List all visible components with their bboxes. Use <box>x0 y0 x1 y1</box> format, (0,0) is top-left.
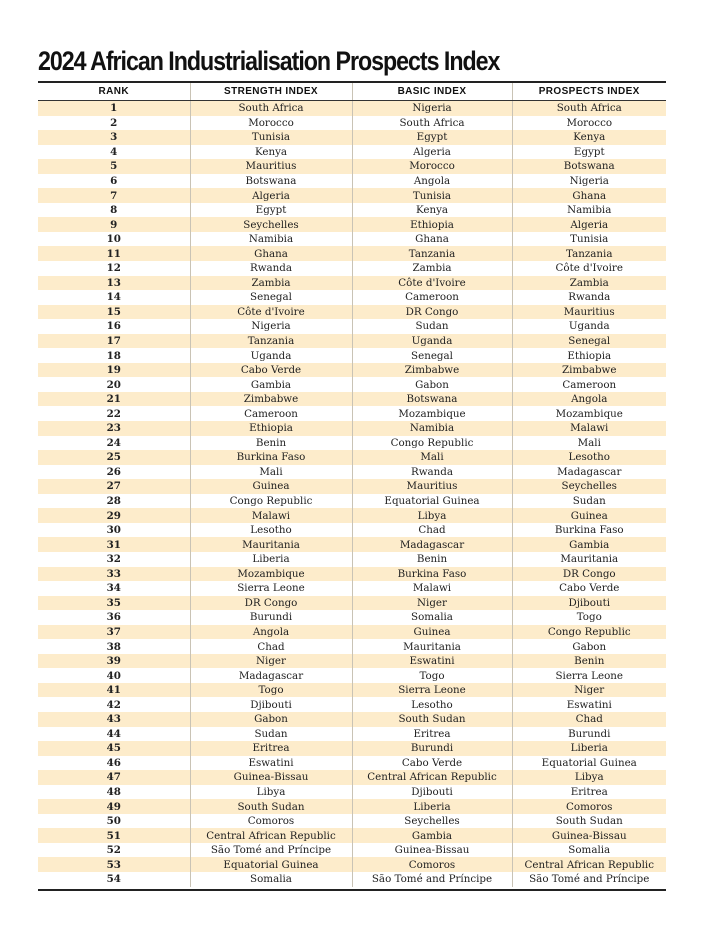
table-row <box>38 654 666 669</box>
table-row <box>38 727 666 742</box>
rank-cell: 14 <box>106 291 121 304</box>
table-row <box>38 639 666 654</box>
prospects-index-cell: Malawi <box>512 421 666 436</box>
strength-index-cell: Somalia <box>190 872 352 887</box>
table-row <box>38 814 666 829</box>
table-row <box>38 188 666 203</box>
rank-cell: 18 <box>106 349 121 362</box>
basic-index-cell: Libya <box>352 508 512 523</box>
basic-index-cell: Gambia <box>352 828 512 843</box>
table-row <box>38 828 666 843</box>
basic-index-cell: Angola <box>352 174 512 189</box>
prospects-index-cell: Libya <box>512 770 666 785</box>
strength-index-cell: Zambia <box>190 276 352 291</box>
basic-index-cell: Morocco <box>352 159 512 174</box>
strength-index-cell: South Africa <box>190 101 352 116</box>
prospects-index-cell: Sierra Leone <box>512 668 666 683</box>
prospects-index-cell: Cameroon <box>512 377 666 392</box>
prospects-index-cell: Mauritius <box>512 305 666 320</box>
basic-index-cell: Djibouti <box>352 785 512 800</box>
prospects-index-cell: Burkina Faso <box>512 523 666 538</box>
rank-cell: 38 <box>106 640 121 653</box>
page-title: 2024 African Industrialisation Prospects Index <box>38 46 500 76</box>
prospects-index-cell: Mauritania <box>512 552 666 567</box>
rank-cell: 22 <box>106 407 121 420</box>
rank-cell: 29 <box>38 508 190 523</box>
table-row <box>38 421 666 436</box>
rank-cell: 20 <box>106 378 121 391</box>
table-row <box>38 756 666 771</box>
basic-index-cell: South Sudan <box>352 712 512 727</box>
strength-index-cell: Angola <box>190 625 352 640</box>
prospects-index-cell: Eritrea <box>512 785 666 800</box>
table-row <box>38 145 666 160</box>
prospects-index-cell: Botswana <box>512 159 666 174</box>
basic-index-cell: Sierra Leone <box>352 683 512 698</box>
rank-cell: 12 <box>106 262 121 275</box>
rank-cell: 6 <box>110 175 118 187</box>
basic-index-cell: Equatorial Guinea <box>352 494 512 509</box>
table-row <box>38 101 666 116</box>
rank-cell: 11 <box>38 246 190 261</box>
table-row <box>38 741 666 756</box>
prospects-index-cell: Tanzania <box>512 246 666 261</box>
rank-cell: 10 <box>106 233 121 246</box>
basic-index-cell: Madagascar <box>352 537 512 552</box>
strength-index-cell: Zimbabwe <box>190 392 352 407</box>
basic-index-cell: Tunisia <box>352 188 512 203</box>
prospects-index-cell: Guinea <box>512 508 666 523</box>
rank-cell: 26 <box>106 465 121 478</box>
prospects-index-cell: Sudan <box>512 494 666 509</box>
rank-cell: 41 <box>38 683 190 698</box>
basic-index-cell: Niger <box>352 596 512 611</box>
prospects-index-cell: Lesotho <box>512 450 666 465</box>
basic-index-cell: Côte d'Ivoire <box>352 276 512 291</box>
basic-index-cell: Mali <box>352 450 512 465</box>
prospects-index-cell: Guinea-Bissau <box>512 828 666 843</box>
table-row <box>38 537 666 552</box>
strength-index-cell: Mali <box>190 465 352 480</box>
strength-index-cell: Central African Republic <box>190 828 352 843</box>
rank-cell: 17 <box>38 334 190 349</box>
strength-index-cell: Comoros <box>190 814 352 829</box>
prospects-index-cell: Morocco <box>512 116 666 131</box>
strength-index-cell: Sudan <box>190 727 352 742</box>
table-row <box>38 377 666 392</box>
basic-index-cell: Egypt <box>352 130 512 145</box>
strength-index-cell: Chad <box>190 639 352 654</box>
basic-index-cell: Benin <box>352 552 512 567</box>
strength-index-cell: Congo Republic <box>190 494 352 509</box>
prospects-index-cell: Djibouti <box>512 596 666 611</box>
basic-index-cell: Cabo Verde <box>352 756 512 771</box>
basic-index-cell: Nigeria <box>352 101 512 116</box>
prospects-index-cell: Rwanda <box>512 290 666 305</box>
basic-index-cell: Algeria <box>352 145 512 160</box>
strength-index-cell: Tanzania <box>190 334 352 349</box>
rank-cell: 23 <box>38 421 190 436</box>
ranking-table <box>38 83 666 887</box>
table-row <box>38 523 666 538</box>
prospects-index-cell: Comoros <box>512 799 666 814</box>
strength-index-cell: Egypt <box>190 203 352 218</box>
strength-index-cell: Benin <box>190 436 352 451</box>
prospects-index-cell: Ethiopia <box>512 348 666 363</box>
strength-index-cell: Botswana <box>190 174 352 189</box>
basic-index-cell: Rwanda <box>352 465 512 480</box>
table-row <box>38 436 666 451</box>
rank-cell: 49 <box>38 799 190 814</box>
basic-index-cell: Sudan <box>352 319 512 334</box>
prospects-index-cell: DR Congo <box>512 567 666 582</box>
rank-cell: 46 <box>106 756 121 769</box>
basic-index-cell: Zimbabwe <box>352 363 512 378</box>
table-row <box>38 785 666 800</box>
strength-index-cell: Djibouti <box>190 697 352 712</box>
strength-index-cell: Mozambique <box>190 567 352 582</box>
table-row <box>38 683 666 698</box>
table-row <box>38 712 666 727</box>
table-row <box>38 552 666 567</box>
strength-index-cell: Kenya <box>190 145 352 160</box>
prospects-index-cell: Congo Republic <box>512 625 666 640</box>
rank-cell: 35 <box>38 596 190 611</box>
basic-index-cell: Senegal <box>352 348 512 363</box>
strength-index-cell: Burundi <box>190 610 352 625</box>
bottom-rule <box>38 889 666 891</box>
rank-cell: 28 <box>106 495 121 508</box>
basic-index-cell: Eritrea <box>352 727 512 742</box>
rank-cell: 24 <box>106 436 121 449</box>
table-row <box>38 246 666 261</box>
rank-cell: 53 <box>38 857 190 872</box>
strength-index-cell: São Tomé and Príncipe <box>190 843 352 858</box>
prospects-index-cell: São Tomé and Príncipe <box>512 872 666 887</box>
table-row <box>38 406 666 421</box>
table-row <box>38 450 666 465</box>
basic-index-cell: Mauritania <box>352 639 512 654</box>
table-row <box>38 363 666 378</box>
basic-index-cell: Tanzania <box>352 246 512 261</box>
prospects-index-cell: Côte d'Ivoire <box>512 261 666 276</box>
strength-index-cell: Eritrea <box>190 741 352 756</box>
prospects-index-cell: Namibia <box>512 203 666 218</box>
prospects-index-cell: South Africa <box>512 101 666 116</box>
strength-index-cell: Liberia <box>190 552 352 567</box>
rank-cell: 44 <box>106 727 121 740</box>
table-row <box>38 392 666 407</box>
basic-index-cell: São Tomé and Príncipe <box>352 872 512 887</box>
rank-cell: 33 <box>38 567 190 582</box>
basic-index-cell: Lesotho <box>352 697 512 712</box>
header-strength-index: STRENGTH INDEX <box>190 83 352 101</box>
basic-index-cell: Malawi <box>352 581 512 596</box>
strength-index-cell: South Sudan <box>190 799 352 814</box>
basic-index-cell: Uganda <box>352 334 512 349</box>
strength-index-cell: Mauritius <box>190 159 352 174</box>
basic-index-cell: Mauritius <box>352 479 512 494</box>
table-row <box>38 625 666 640</box>
rank-cell: 31 <box>38 537 190 552</box>
rank-cell: 37 <box>38 625 190 640</box>
basic-index-cell: Seychelles <box>352 814 512 829</box>
prospects-index-cell: Algeria <box>512 217 666 232</box>
table-row <box>38 305 666 320</box>
table-row <box>38 319 666 334</box>
strength-index-cell: Burkina Faso <box>190 450 352 465</box>
prospects-index-cell: Gambia <box>512 537 666 552</box>
table-row <box>38 799 666 814</box>
rank-cell: 27 <box>38 479 190 494</box>
rank-cell: 50 <box>106 815 121 828</box>
table-row <box>38 610 666 625</box>
prospects-index-cell: Ghana <box>512 188 666 203</box>
strength-index-cell: Namibia <box>190 232 352 247</box>
strength-index-cell: Sierra Leone <box>190 581 352 596</box>
prospects-index-cell: Mozambique <box>512 406 666 421</box>
rank-cell: 2 <box>110 116 118 129</box>
rank-cell: 48 <box>106 785 121 798</box>
strength-index-cell: Senegal <box>190 290 352 305</box>
rank-cell: 13 <box>38 276 190 291</box>
rank-cell: 5 <box>38 159 190 174</box>
prospects-index-cell: Uganda <box>512 319 666 334</box>
table-row <box>38 334 666 349</box>
header-prospects-index: PROSPECTS INDEX <box>512 83 666 101</box>
table-row <box>38 596 666 611</box>
table-row <box>38 276 666 291</box>
rank-cell: 30 <box>106 524 121 537</box>
basic-index-cell: Ghana <box>352 232 512 247</box>
basic-index-cell: Guinea <box>352 625 512 640</box>
prospects-index-cell: Benin <box>512 654 666 669</box>
header-rank: RANK <box>38 83 190 101</box>
prospects-index-cell: Egypt <box>512 145 666 160</box>
table-row <box>38 232 666 247</box>
prospects-index-cell: Mali <box>512 436 666 451</box>
prospects-index-cell: Tunisia <box>512 232 666 247</box>
rank-cell: 15 <box>38 305 190 320</box>
table-row <box>38 217 666 232</box>
strength-index-cell: Guinea-Bissau <box>190 770 352 785</box>
strength-index-cell: Tunisia <box>190 130 352 145</box>
strength-index-cell: Equatorial Guinea <box>190 857 352 872</box>
rank-cell: 47 <box>38 770 190 785</box>
table-row <box>38 857 666 872</box>
table-row <box>38 174 666 189</box>
rank-cell: 51 <box>38 828 190 843</box>
rank-cell: 7 <box>38 188 190 203</box>
strength-index-cell: Ghana <box>190 246 352 261</box>
strength-index-cell: Cameroon <box>190 406 352 421</box>
table-row <box>38 567 666 582</box>
rank-cell: 19 <box>38 363 190 378</box>
strength-index-cell: Madagascar <box>190 668 352 683</box>
basic-index-cell: Cameroon <box>352 290 512 305</box>
rank-cell: 16 <box>106 320 121 333</box>
strength-index-cell: Libya <box>190 785 352 800</box>
prospects-index-cell: Madagascar <box>512 465 666 480</box>
strength-index-cell: Togo <box>190 683 352 698</box>
table-row <box>38 770 666 785</box>
rank-cell: 8 <box>110 204 118 217</box>
strength-index-cell: Cabo Verde <box>190 363 352 378</box>
table-row <box>38 581 666 596</box>
prospects-index-cell: Kenya <box>512 130 666 145</box>
strength-index-cell: Côte d'Ivoire <box>190 305 352 320</box>
basic-index-cell: Comoros <box>352 857 512 872</box>
strength-index-cell: Nigeria <box>190 319 352 334</box>
basic-index-cell: Eswatini <box>352 654 512 669</box>
rank-cell: 54 <box>106 873 121 886</box>
rank-cell: 45 <box>38 741 190 756</box>
strength-index-cell: Lesotho <box>190 523 352 538</box>
table-row <box>38 668 666 683</box>
basic-index-cell: South Africa <box>352 116 512 131</box>
rank-cell: 34 <box>106 582 121 595</box>
rank-cell: 42 <box>106 698 121 711</box>
table-row <box>38 348 666 363</box>
table-row <box>38 479 666 494</box>
prospects-index-cell: South Sudan <box>512 814 666 829</box>
rank-cell: 39 <box>38 654 190 669</box>
prospects-index-cell: Gabon <box>512 639 666 654</box>
basic-index-cell: Congo Republic <box>352 436 512 451</box>
prospects-index-cell: Burundi <box>512 727 666 742</box>
table-body <box>38 101 666 887</box>
prospects-index-cell: Senegal <box>512 334 666 349</box>
rank-cell: 43 <box>38 712 190 727</box>
prospects-index-cell: Angola <box>512 392 666 407</box>
strength-index-cell: DR Congo <box>190 596 352 611</box>
strength-index-cell: Uganda <box>190 348 352 363</box>
table-row <box>38 494 666 509</box>
strength-index-cell: Algeria <box>190 188 352 203</box>
basic-index-cell: Somalia <box>352 610 512 625</box>
basic-index-cell: Ethiopia <box>352 217 512 232</box>
rank-cell: 40 <box>106 669 121 682</box>
prospects-index-cell: Equatorial Guinea <box>512 756 666 771</box>
table-row <box>38 116 666 131</box>
strength-index-cell: Seychelles <box>190 217 352 232</box>
prospects-index-cell: Niger <box>512 683 666 698</box>
table-row <box>38 261 666 276</box>
basic-index-cell: Burundi <box>352 741 512 756</box>
rank-cell: 3 <box>38 130 190 145</box>
rank-cell: 32 <box>106 553 121 566</box>
document <box>38 44 666 891</box>
strength-index-cell: Eswatini <box>190 756 352 771</box>
basic-index-cell: Togo <box>352 668 512 683</box>
table-row <box>38 843 666 858</box>
prospects-index-cell: Central African Republic <box>512 857 666 872</box>
basic-index-cell: Zambia <box>352 261 512 276</box>
prospects-index-cell: Cabo Verde <box>512 581 666 596</box>
table-row <box>38 872 666 887</box>
rank-cell: 21 <box>38 392 190 407</box>
rank-cell: 4 <box>110 145 118 158</box>
rank-cell: 1 <box>38 101 190 116</box>
basic-index-cell: Mozambique <box>352 406 512 421</box>
header-basic-index: BASIC INDEX <box>352 83 512 101</box>
table-header-row <box>38 83 666 101</box>
rank-cell: 25 <box>38 450 190 465</box>
table-row <box>38 203 666 218</box>
strength-index-cell: Niger <box>190 654 352 669</box>
strength-index-cell: Mauritania <box>190 537 352 552</box>
table-row <box>38 508 666 523</box>
basic-index-cell: Liberia <box>352 799 512 814</box>
rank-cell: 52 <box>106 844 121 857</box>
table-row <box>38 697 666 712</box>
basic-index-cell: Gabon <box>352 377 512 392</box>
basic-index-cell: Central African Republic <box>352 770 512 785</box>
strength-index-cell: Ethiopia <box>190 421 352 436</box>
prospects-index-cell: Zambia <box>512 276 666 291</box>
prospects-index-cell: Liberia <box>512 741 666 756</box>
table-row <box>38 130 666 145</box>
strength-index-cell: Gabon <box>190 712 352 727</box>
basic-index-cell: Namibia <box>352 421 512 436</box>
basic-index-cell: Botswana <box>352 392 512 407</box>
strength-index-cell: Guinea <box>190 479 352 494</box>
prospects-index-cell: Chad <box>512 712 666 727</box>
table-row <box>38 159 666 174</box>
strength-index-cell: Gambia <box>190 377 352 392</box>
strength-index-cell: Rwanda <box>190 261 352 276</box>
basic-index-cell: Guinea-Bissau <box>352 843 512 858</box>
prospects-index-cell: Togo <box>512 610 666 625</box>
table-row <box>38 290 666 305</box>
prospects-index-cell: Somalia <box>512 843 666 858</box>
basic-index-cell: DR Congo <box>352 305 512 320</box>
strength-index-cell: Morocco <box>190 116 352 131</box>
prospects-index-cell: Zimbabwe <box>512 363 666 378</box>
rank-cell: 36 <box>106 611 121 624</box>
prospects-index-cell: Nigeria <box>512 174 666 189</box>
basic-index-cell: Chad <box>352 523 512 538</box>
strength-index-cell: Malawi <box>190 508 352 523</box>
prospects-index-cell: Seychelles <box>512 479 666 494</box>
rank-cell: 9 <box>38 217 190 232</box>
table-row <box>38 465 666 480</box>
basic-index-cell: Burkina Faso <box>352 567 512 582</box>
basic-index-cell: Kenya <box>352 203 512 218</box>
prospects-index-cell: Eswatini <box>512 697 666 712</box>
